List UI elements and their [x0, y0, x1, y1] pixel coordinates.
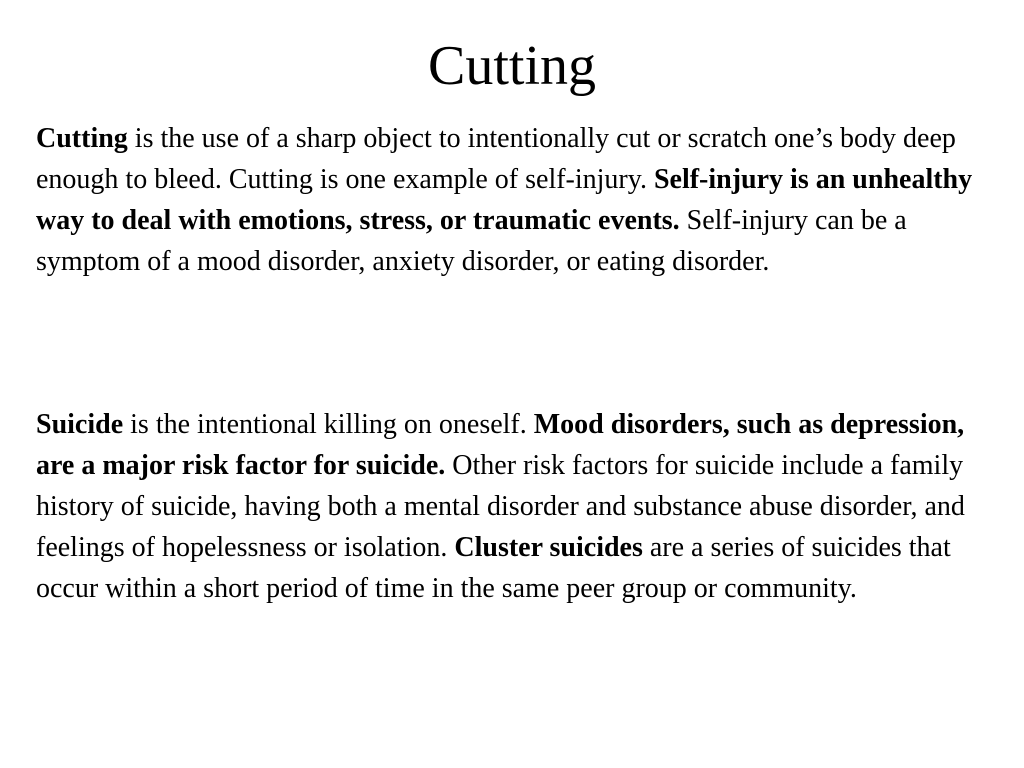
- cutting-definition-text: is the use of a sharp object to intentionally cut or scratch one’s body deep enough to bleed. Cutting is one example of self-injury.: [36, 123, 956, 195]
- risk-factors-text: Other risk factors for suicide include a family history of suicide, having both a mental disorder and substance abuse disorder, and feelings of hopelessness or isolation.: [36, 450, 965, 563]
- self-injury-symptom-text: Self-injury can be a symptom of a mood disorder, anxiety disorder, or eating disorder.: [36, 205, 907, 277]
- cluster-suicides-term: Cluster suicides: [454, 532, 643, 563]
- slide-title: Cutting: [427, 35, 597, 97]
- cutting-paragraph: [36, 118, 976, 282]
- cutting-term: Cutting: [36, 123, 128, 154]
- mood-disorders-emphasis: Mood disorders, such as depression, are a major risk factor for suicide.: [36, 409, 965, 481]
- self-injury-emphasis: Self-injury is an unhealthy way to deal with emotions, stress, or traumatic events.: [36, 164, 973, 236]
- suicide-term: Suicide: [36, 409, 124, 440]
- suicide-paragraph: [36, 404, 976, 609]
- cluster-suicides-definition-text: are a series of suicides that occur within a short period of time in the same peer group or community.: [36, 532, 951, 604]
- suicide-definition-text: is the intentional killing on oneself.: [123, 409, 534, 440]
